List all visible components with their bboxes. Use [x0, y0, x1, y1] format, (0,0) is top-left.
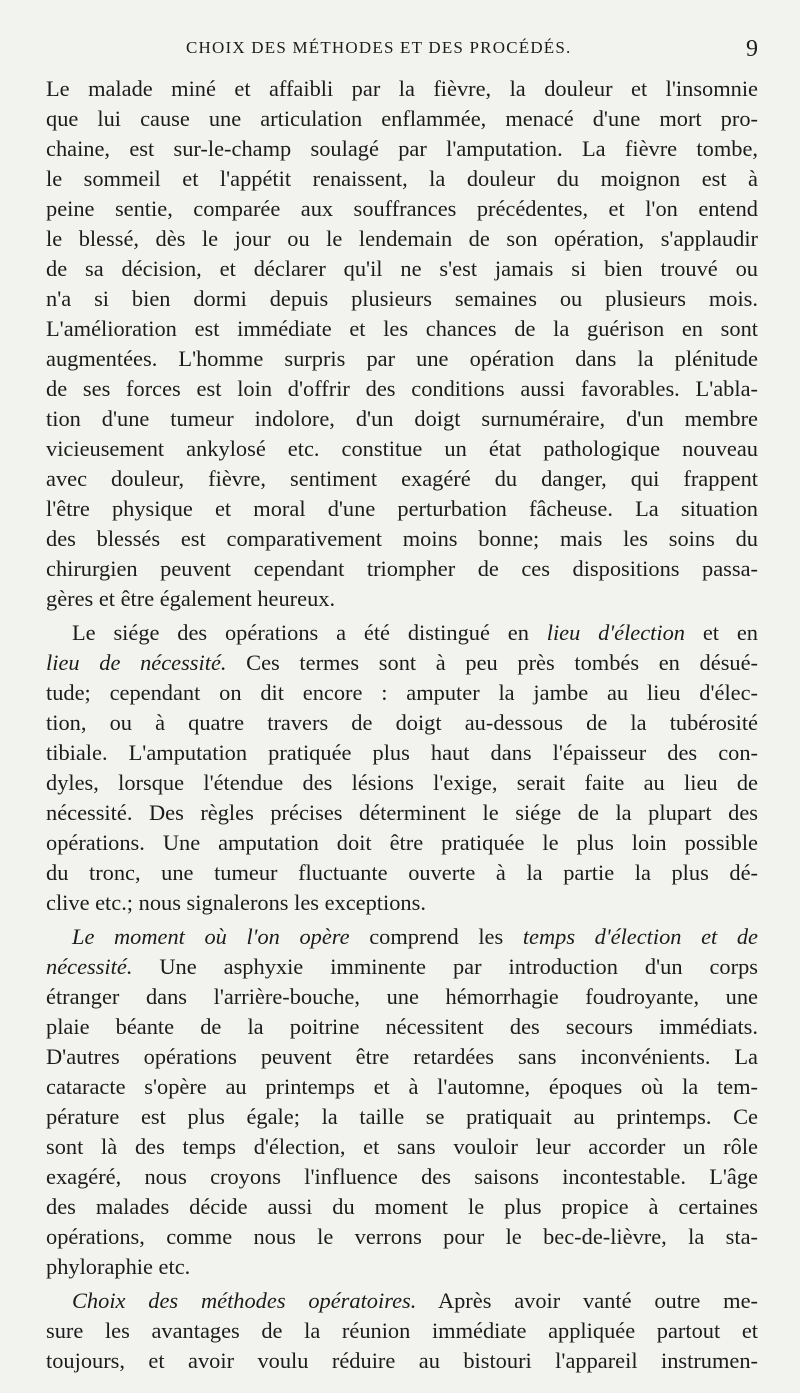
- text-line: tibiale. L'amputation pratiquée plus haut dans l'épaisseur des con-: [46, 740, 758, 765]
- text-line: Le siége des opérations a été distingué en lieu d'élection et en: [72, 620, 758, 645]
- text-line: exagéré, nous croyons l'influence des saisons incontestable. L'âge: [46, 1164, 758, 1189]
- text-line: opérations, comme nous le verrons pour le bec-de-lièvre, la sta-: [46, 1224, 758, 1249]
- body-text: [46, 74, 758, 1376]
- text-line: phyloraphie etc.: [46, 1254, 191, 1279]
- text-line: l'être physique et moral d'une perturbation fâcheuse. La situation: [46, 496, 758, 521]
- italic-term: temps d'élection et de: [522, 924, 758, 949]
- text-line: que lui cause une articulation enflammée, menacé d'une mort pro-: [46, 106, 758, 131]
- text-line: toujours, et avoir voulu réduire au bistouri l'appareil instrumen-: [46, 1348, 758, 1373]
- text-line: Le malade miné et affaibli par la fièvre, la douleur et l'insomnie: [46, 76, 758, 101]
- text-line: de ses forces est loin d'offrir des conditions aussi favorables. L'abla-: [46, 376, 758, 401]
- text-line: augmentées. L'homme surpris par une opération dans la plénitude: [46, 346, 758, 371]
- text-line: pérature est plus égale; la taille se pratiquait au printemps. Ce: [46, 1104, 758, 1129]
- italic-term: nécessité.: [46, 954, 133, 979]
- text-line: vicieusement ankylosé etc. constitue un état pathologique nouveau: [46, 436, 758, 461]
- text-line: Choix des méthodes opératoires. Après avoir vanté outre me-: [72, 1288, 758, 1313]
- text-line: de sa décision, et déclarer qu'il ne s'est jamais si bien trouvé ou: [46, 256, 758, 281]
- italic-term: lieu d'élection: [546, 620, 686, 645]
- text-line: clive etc.; nous signalerons les exceptions.: [46, 890, 426, 915]
- text-line: des blessés est comparativement moins bonne; mais les soins du: [46, 526, 758, 551]
- italic-term: lieu de nécessité.: [46, 650, 227, 675]
- text-line: des malades décide aussi du moment le plus propice à certaines: [46, 1194, 758, 1219]
- text-line: plaie béante de la poitrine nécessitent des secours immédiats.: [46, 1014, 758, 1039]
- text-line: du tronc, une tumeur fluctuante ouverte à la partie la plus dé-: [46, 860, 758, 885]
- italic-term: Le moment où l'on opère: [72, 924, 350, 949]
- text-line: cataracte s'opère au printemps et à l'automne, époques où la tem-: [46, 1074, 758, 1099]
- italic-term: Choix des méthodes opératoires.: [72, 1288, 417, 1313]
- text-line: opérations. Une amputation doit être pratiquée le plus loin possible: [46, 830, 758, 855]
- text-line: le blessé, dès le jour ou le lendemain de son opération, s'applaudir: [46, 226, 758, 251]
- text-line: tude; cependant on dit encore : amputer la jambe au lieu d'élec-: [46, 680, 758, 705]
- text-line: dyles, lorsque l'étendue des lésions l'exige, serait faite au lieu de: [46, 770, 758, 795]
- running-title: CHOIX DES MÉTHODES ET DES PROCÉDÉS.: [186, 38, 572, 57]
- text-line: tion d'une tumeur indolore, d'un doigt surnuméraire, d'un membre: [46, 406, 758, 431]
- text-line: tion, ou à quatre travers de doigt au-dessous de la tubérosité: [46, 710, 758, 735]
- text-line: L'amélioration est immédiate et les chances de la guérison en sont: [46, 316, 758, 341]
- text-line: gères et être également heureux.: [46, 586, 336, 611]
- text-line: nécessité. Des règles précises déterminent le siége de la plupart des: [46, 800, 758, 825]
- text-line: sont là des temps d'élection, et sans vouloir leur accorder un rôle: [46, 1134, 758, 1159]
- text-line: chirurgien peuvent cependant triompher de ces dispositions passa-: [46, 556, 758, 581]
- text-line: avec douleur, fièvre, sentiment exagéré du danger, qui frappent: [46, 466, 758, 491]
- paragraph-timing-of-operation: [46, 922, 758, 1282]
- text-line: étranger dans l'arrière-bouche, une hémorrhagie foudroyante, une: [46, 984, 758, 1009]
- paragraph-amputation-relief: [46, 74, 758, 614]
- text-line: D'autres opérations peuvent être retardées sans inconvénients. La: [46, 1044, 758, 1069]
- page-header: [46, 36, 762, 70]
- text-line: le sommeil et l'appétit renaissent, la douleur du moignon est à: [46, 166, 758, 191]
- paragraph-site-of-operations: [46, 618, 758, 918]
- text-line: nécessité. Une asphyxie imminente par introduction d'un corps: [46, 954, 758, 979]
- text-line: chaine, est sur-le-champ soulagé par l'amputation. La fièvre tombe,: [46, 136, 758, 161]
- paragraph-choice-of-methods: [46, 1286, 758, 1376]
- text-line: n'a si bien dormi depuis plusieurs semaines ou plusieurs mois.: [46, 286, 758, 311]
- text-line: Le moment où l'on opère comprend les temps d'élection et de: [72, 924, 758, 949]
- text-line: lieu de nécessité. Ces termes sont à peu près tombés en désué-: [46, 650, 758, 675]
- text-line: peine sentie, comparée aux souffrances précédentes, et l'on entend: [46, 196, 758, 221]
- page-number: 9: [746, 36, 758, 62]
- text-line: sure les avantages de la réunion immédiate appliquée partout et: [46, 1318, 758, 1343]
